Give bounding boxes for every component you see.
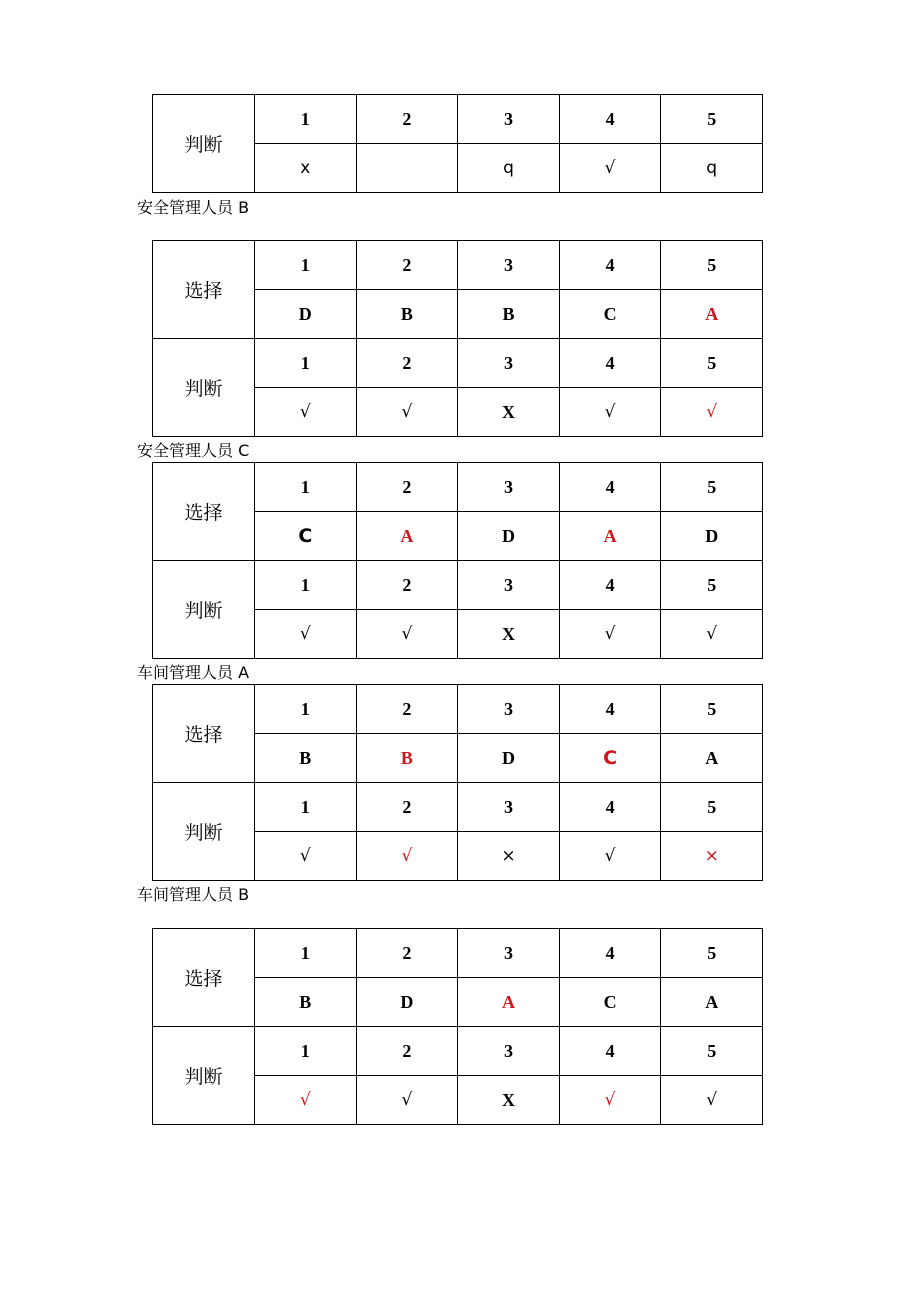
number-row (153, 929, 763, 978)
answer-cell: √ (559, 832, 661, 881)
question-number: 2 (356, 561, 458, 610)
answer-cell: × (661, 832, 763, 881)
answer-cell: q (458, 144, 560, 193)
row-label: 选择 (153, 241, 255, 339)
row-label: 选择 (153, 463, 255, 561)
question-number: 4 (559, 561, 661, 610)
question-number: 5 (661, 685, 763, 734)
answer-cell: A (661, 734, 763, 783)
question-number: 1 (255, 929, 357, 978)
answer-cell: √ (255, 388, 357, 437)
section-caption: 安全管理人员 C (137, 441, 250, 460)
answer-cell: A (559, 512, 661, 561)
answer-cell: √ (255, 610, 357, 659)
number-row (153, 561, 763, 610)
question-number: 2 (356, 463, 458, 512)
question-number: 5 (661, 339, 763, 388)
answer-cell: C (559, 978, 661, 1027)
row-label: 选择 (153, 929, 255, 1027)
row-label: 判断 (153, 1027, 255, 1125)
question-number: 4 (559, 1027, 661, 1076)
number-row (153, 685, 763, 734)
number-row (153, 241, 763, 290)
answer-cell (356, 144, 458, 193)
question-number: 4 (559, 929, 661, 978)
answer-table-3 (152, 684, 763, 881)
answer-cell: X (458, 388, 560, 437)
answer-cell: √ (661, 610, 763, 659)
question-number: 1 (255, 685, 357, 734)
question-number: 2 (356, 783, 458, 832)
question-number: 5 (661, 95, 763, 144)
answer-cell: x (255, 144, 357, 193)
question-number: 1 (255, 783, 357, 832)
answer-cell: X (458, 1076, 560, 1125)
answer-cell: √ (255, 1076, 357, 1125)
question-number: 4 (559, 241, 661, 290)
answer-cell: q (661, 144, 763, 193)
answer-cell: √ (661, 1076, 763, 1125)
question-number: 5 (661, 561, 763, 610)
question-number: 4 (559, 463, 661, 512)
row-label: 判断 (153, 95, 255, 193)
question-number: 3 (458, 929, 560, 978)
number-row (153, 783, 763, 832)
question-number: 5 (661, 241, 763, 290)
answer-cell: D (356, 978, 458, 1027)
question-number: 3 (458, 783, 560, 832)
answer-cell: B (458, 290, 560, 339)
question-number: 5 (661, 929, 763, 978)
section-caption: 车间管理人员 B (137, 885, 250, 904)
answer-cell: D (458, 734, 560, 783)
answer-cell: √ (559, 388, 661, 437)
number-row (153, 1027, 763, 1076)
answer-cell: B (255, 978, 357, 1027)
question-number: 2 (356, 685, 458, 734)
answer-table-4 (152, 928, 763, 1125)
answer-cell: A (661, 290, 763, 339)
answer-cell: √ (255, 832, 357, 881)
question-number: 3 (458, 685, 560, 734)
question-number: 3 (458, 463, 560, 512)
answer-cell: A (458, 978, 560, 1027)
question-number: 1 (255, 339, 357, 388)
question-number: 2 (356, 929, 458, 978)
answer-cell: D (458, 512, 560, 561)
question-number: 1 (255, 463, 357, 512)
answer-cell: B (255, 734, 357, 783)
answer-table-0 (152, 94, 763, 193)
number-row (153, 463, 763, 512)
row-label: 选择 (153, 685, 255, 783)
question-number: 4 (559, 783, 661, 832)
question-number: 2 (356, 339, 458, 388)
row-label: 判断 (153, 783, 255, 881)
question-number: 1 (255, 561, 357, 610)
answer-cell: D (661, 512, 763, 561)
question-number: 5 (661, 1027, 763, 1076)
question-number: 1 (255, 1027, 357, 1076)
answer-cell: √ (559, 610, 661, 659)
question-number: 3 (458, 1027, 560, 1076)
answer-cell: X (458, 610, 560, 659)
number-row (153, 339, 763, 388)
question-number: 3 (458, 95, 560, 144)
answer-cell: D (255, 290, 357, 339)
answer-cell: √ (356, 832, 458, 881)
answer-cell: C (559, 290, 661, 339)
question-number: 1 (255, 95, 357, 144)
row-label: 判断 (153, 561, 255, 659)
answer-table-1 (152, 240, 763, 437)
answer-cell: √ (356, 1076, 458, 1125)
answer-cell: A (661, 978, 763, 1027)
question-number: 3 (458, 561, 560, 610)
number-row (153, 95, 763, 144)
answer-cell: √ (356, 388, 458, 437)
answer-cell: B (356, 734, 458, 783)
answer-cell: C (255, 512, 357, 561)
answer-cell: √ (559, 1076, 661, 1125)
question-number: 3 (458, 241, 560, 290)
answer-cell: × (458, 832, 560, 881)
answer-cell: √ (356, 610, 458, 659)
question-number: 2 (356, 1027, 458, 1076)
question-number: 3 (458, 339, 560, 388)
answer-table-2 (152, 462, 763, 659)
question-number: 5 (661, 783, 763, 832)
question-number: 4 (559, 685, 661, 734)
question-number: 2 (356, 95, 458, 144)
answer-cell: B (356, 290, 458, 339)
row-label: 判断 (153, 339, 255, 437)
answer-cell: A (356, 512, 458, 561)
answer-cell: √ (661, 388, 763, 437)
question-number: 2 (356, 241, 458, 290)
answer-cell: √ (559, 144, 661, 193)
section-caption: 车间管理人员 A (137, 663, 250, 682)
answer-cell: C (559, 734, 661, 783)
section-caption: 安全管理人员 B (137, 198, 250, 217)
question-number: 4 (559, 95, 661, 144)
question-number: 4 (559, 339, 661, 388)
question-number: 5 (661, 463, 763, 512)
question-number: 1 (255, 241, 357, 290)
